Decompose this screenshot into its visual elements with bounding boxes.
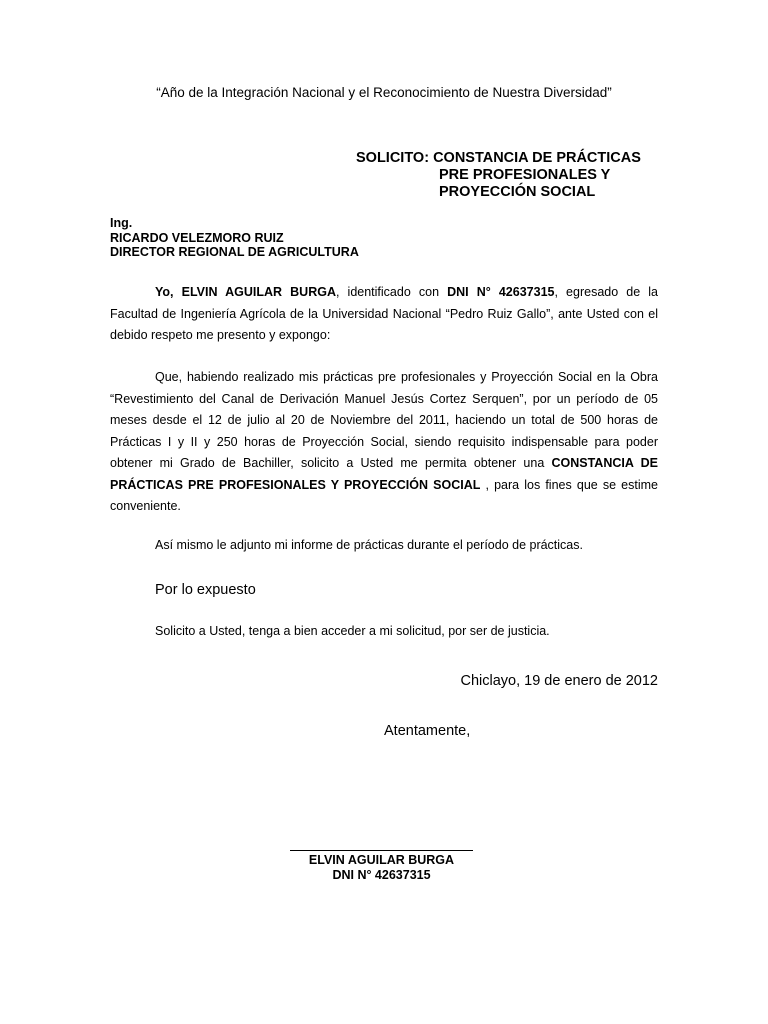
paragraph-attachment: Así mismo le adjunto mi informe de prácticas durante el período de prácticas.: [155, 538, 583, 552]
signature-dni: DNI N° 42637315: [332, 868, 431, 882]
date-line: Chiclayo, 19 de enero de 2012: [460, 673, 658, 689]
addressee-block: [110, 216, 359, 260]
paragraph-request: [110, 367, 658, 518]
intro-text-a: , identificado con: [335, 285, 448, 299]
paragraph-petition: Solicito a Usted, tenga a bien acceder a mi solicitud, por ser de justicia.: [155, 624, 550, 638]
applicant-dni: DNI N° 42637315: [447, 285, 555, 299]
request-bold: CONSTANCIA DE PRÁCTICAS PRE PROFESIONALES Y PROYECCIÓN SOCIAL: [110, 456, 658, 492]
addressee-name: RICARDO VELEZMORO RUIZ: [110, 230, 284, 245]
request-text-b: , para los fines que se estime conveniente.: [110, 477, 658, 513]
intro-text-b: , egresado de la Facultad de Ingeniería Agrícola de la Universidad Nacional “Pedro Ruiz Gallo”, ante Usted con el debido respeto me presento y expongo:: [110, 285, 658, 342]
addressee-title: Ing.: [110, 216, 133, 230]
signature-name: ELVIN AGUILAR BURGA: [308, 853, 455, 867]
paragraph-introduction: [110, 282, 658, 347]
subject-line-3: PROYECCIÓN SOCIAL: [439, 184, 596, 200]
year-motto: “Año de la Integración Nacional y el Reconocimiento de Nuestra Diversidad”: [156, 85, 612, 100]
signature-line: [290, 850, 473, 851]
subject-heading: [356, 150, 641, 201]
addressee-position: DIRECTOR REGIONAL DE AGRICULTURA: [110, 245, 359, 259]
por-lo-expuesto: Por lo expuesto: [155, 582, 256, 598]
subject-line-1: SOLICITO: CONSTANCIA DE PRÁCTICAS: [356, 150, 641, 166]
request-text-a: Que, habiendo realizado mis prácticas pre profesionales y Proyección Social en la Obra “Revestimiento del Canal de Derivación Manuel Jesús Cortez Serquen”, por un período de 05 meses desde el 12 de julio al 20 de Noviembre del 2011, haciendo un total de 500 horas de Prácticas I y II y 250 horas de Proyección Social, siendo requisito indispensable para poder obtener mi Grado de Bachiller, solicito a Usted me permita obtener una: [110, 370, 658, 470]
subject-line-2: PRE PROFESIONALES Y: [439, 167, 611, 183]
closing-salutation: Atentamente,: [384, 723, 471, 739]
applicant-name: Yo, ELVIN AGUILAR BURGA: [155, 285, 336, 299]
